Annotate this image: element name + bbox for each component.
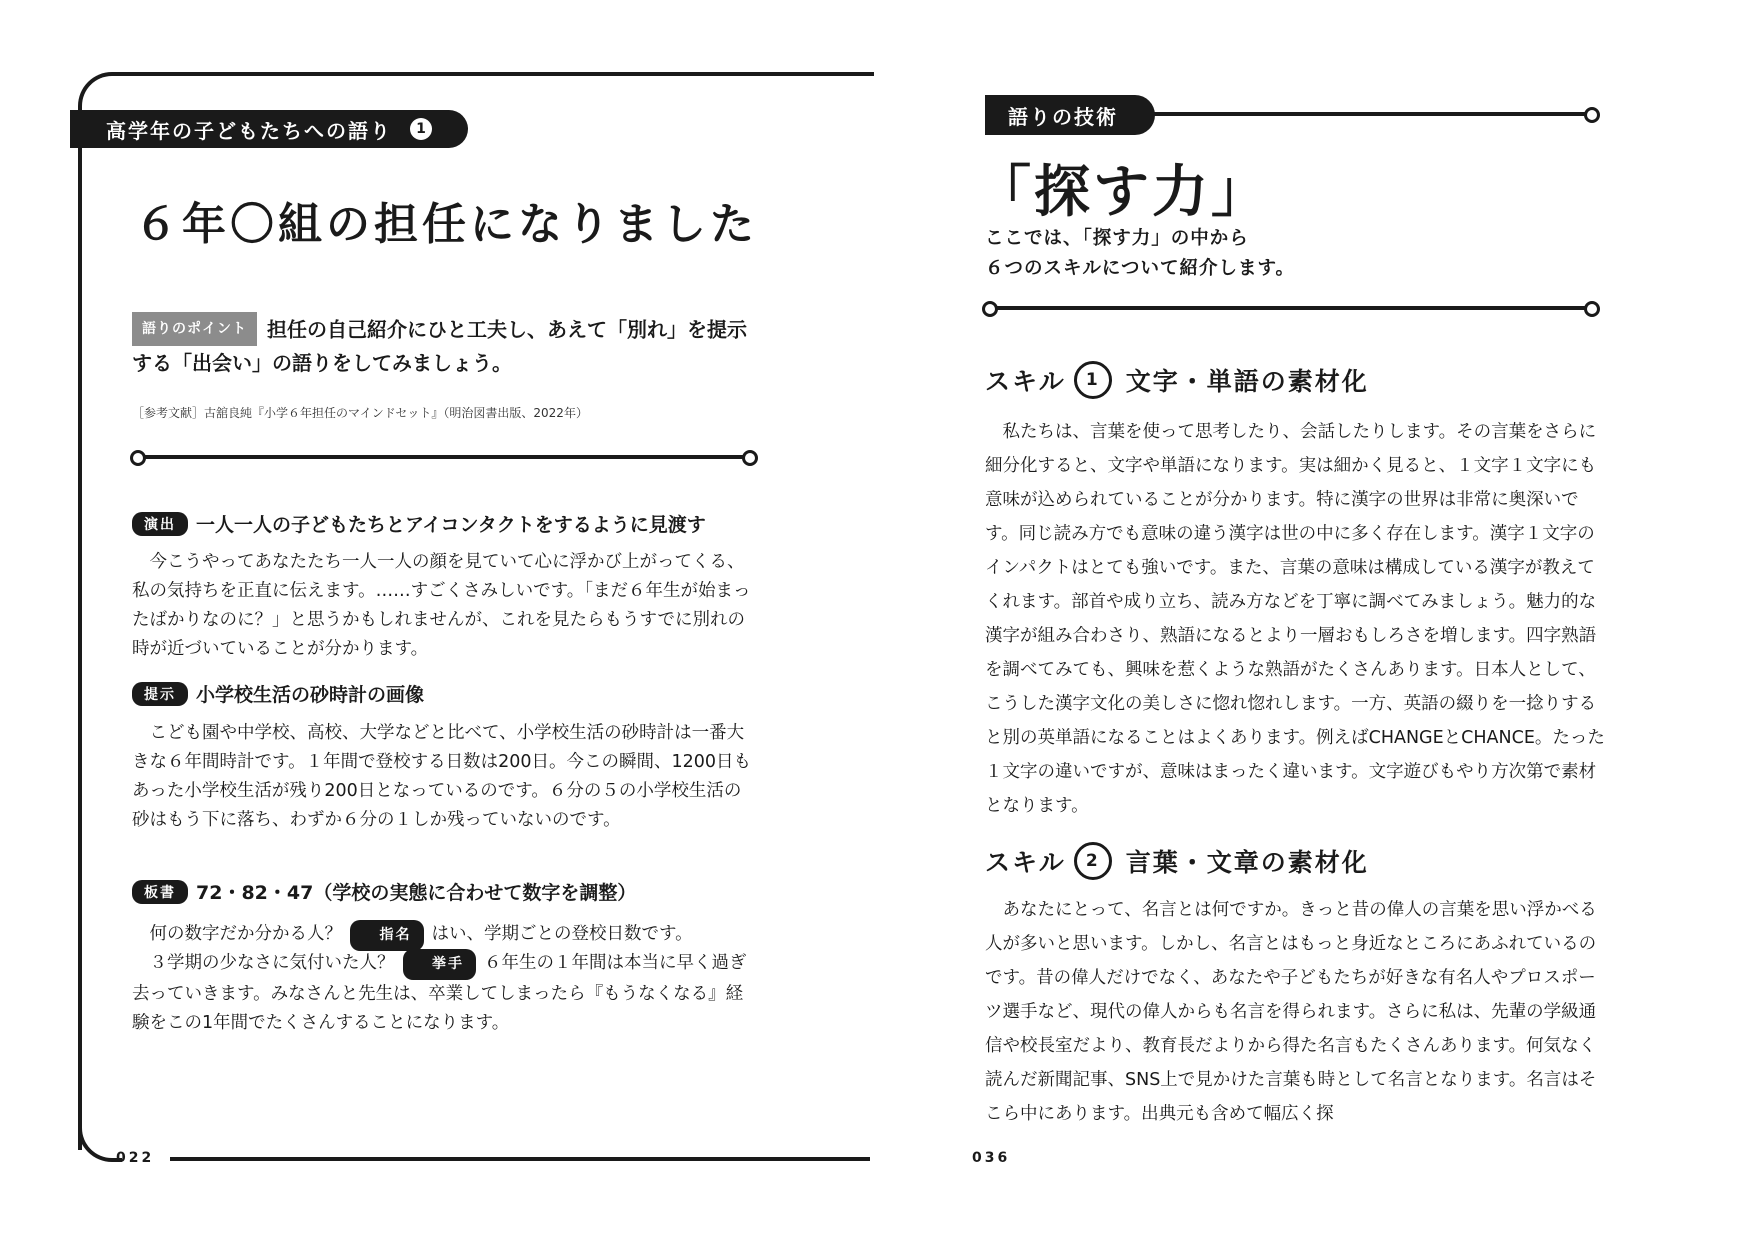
- intro-divider-dot-right: [1584, 301, 1600, 317]
- divider-dot-right: [742, 450, 758, 466]
- header-line: [1150, 112, 1586, 116]
- skill-number: 1: [1074, 361, 1112, 399]
- intro-divider-dot-left: [982, 301, 998, 317]
- section-tag: 演出: [132, 512, 188, 536]
- skill-heading: [985, 843, 1369, 883]
- intro-line: ここでは、「探す力」の中から: [985, 228, 1249, 249]
- skill-text: あなたにとって、名言とは何ですか。きっと昔の偉人の言葉を思い浮かべる人が多いと思います。しかし、名言とはもっと身近なところにあふれているのです。昔の偉人だけでなく、あなたや子どもたちが好きな有名人やプロスポーツ選手など、現代の偉人からも名言を得られます。さらに私は、先輩の学級通信や校長室だより、教育長だよりから得た名言もたくさんあります。何気なく読んだ新聞記事、SNS上で見かけた言葉も時として名言となります。名言はそこら中にあります。出典元も含めて幅広く探: [985, 900, 1597, 1124]
- dialog-answer: ６年生の１年間は本当に早く過ぎ去っていきます。みなさんと先生は、卒業してしまったら『もうなくなる』経験をこの1年間でたくさんすることになります。: [132, 953, 747, 1033]
- dialog-line: [132, 949, 758, 1038]
- section-heading: [132, 680, 424, 708]
- section-tag: 板書: [132, 880, 188, 904]
- page-number: 022: [116, 1150, 155, 1166]
- section-tag: 提示: [132, 682, 188, 706]
- section-text: 今こうやってあなたたち一人一人の顔を見ていて心に浮かび上がってくる、私の気持ちを正直に伝えます。……すごくさみしいです。「まだ６年生が始まったばかりなのに？」と思うかもしれませんが、これを見たらもうすでに別れの時が近づいていることが分かります。: [132, 552, 751, 659]
- dialog-question: ３学期の少なさに気付いた人？: [149, 953, 395, 973]
- dialog-line: [132, 920, 758, 951]
- page-frame-left: [78, 150, 82, 1150]
- dialog-answer: はい、学期ごとの登校日数です。: [431, 924, 693, 944]
- section-title: 72・82・47（学校の実態に合わせて数字を調整）: [196, 882, 637, 904]
- skill-prefix: スキル: [985, 367, 1066, 396]
- reference: ［参考文献］古舘良純『小学６年担任のマインドセット』（明治図書出版、2022年）: [132, 406, 588, 420]
- talk-point: [132, 314, 760, 378]
- section-heading: [132, 510, 706, 538]
- dialog-tag: 挙手: [403, 949, 477, 980]
- skill-number: 2: [1074, 842, 1112, 880]
- dialog-question: 何の数字だか分かる人？: [149, 924, 342, 944]
- skill-prefix: スキル: [985, 848, 1066, 877]
- intro-divider-line: [990, 306, 1588, 310]
- skill-text: 私たちは、言葉を使って思考したり、会話したりします。その言葉をさらに細分化すると、文字や単語になります。実は細かく見ると、１文字１文字にも意味が込められていることが分かります。特に漢字の世界は非常に奥深いです。同じ読み方でも意味の違う漢字は世の中に多く存在します。漢字１文字のインパクトはとても強いです。また、言葉の意味は構成している漢字が教えてくれます。部首や成り立ち、読み方などを丁寧に調べてみましょう。魅力的な漢字が組み合わさり、熟語になるとより一層おもしろさを増します。四字熟語を調べてみても、興味を惹くような熟語がたくさんあります。日本人として、こうした漢字文化の美しさに惚れ惚れします。一方、英語の綴りを一捻りすると別の英単語になることはよくあります。例えばCHANGEとCHANCE。たった１文字の違いですが、意味はまったく違います。文字遊びもやり方次第で素材となります。: [985, 422, 1605, 816]
- skill-name: 文字・単語の素材化: [1125, 367, 1369, 396]
- divider-line: [138, 455, 748, 459]
- section-title: 一人一人の子どもたちとアイコンタクトをするように見渡す: [196, 514, 706, 536]
- talk-point-text: 担任の自己紹介にひと工夫し、あえて「別れ」を提示する「出会い」の語りをしてみましょう。: [132, 317, 747, 375]
- series-number: 1: [410, 118, 432, 140]
- skill-heading: [985, 362, 1369, 402]
- skill-name: 言葉・文章の素材化: [1125, 848, 1369, 877]
- technique-tab-label: 語りの技術: [1008, 105, 1118, 129]
- intro-line: ６つのスキルについて紹介します。: [985, 258, 1295, 279]
- page-title: ６年〇組の担任になりました: [134, 199, 758, 250]
- intro-text: [985, 224, 1295, 284]
- talk-point-label: 語りのポイント: [132, 312, 257, 346]
- divider-dot-left: [130, 450, 146, 466]
- series-label: 高学年の子どもたちへの語り: [106, 119, 392, 143]
- dialog-tag: 指名: [350, 920, 424, 951]
- right-title: 「探す力」: [975, 160, 1270, 225]
- section-heading: [132, 878, 636, 906]
- section-title: 小学校生活の砂時計の画像: [196, 684, 425, 706]
- footer-line: [170, 1157, 870, 1161]
- section-text: こども園や中学校、高校、大学などと比べて、小学校生活の砂時計は一番大きな６年間時計です。１年間で登校する日数は200日。今この瞬間、1200日もあった小学校生活が残り200日となっているのです。６分の５の小学校生活の砂はもう下に落ち、わずか６分の１しか残っていないのです。: [132, 723, 752, 830]
- header-line-dot: [1584, 107, 1600, 123]
- page-number: 036: [972, 1150, 1011, 1166]
